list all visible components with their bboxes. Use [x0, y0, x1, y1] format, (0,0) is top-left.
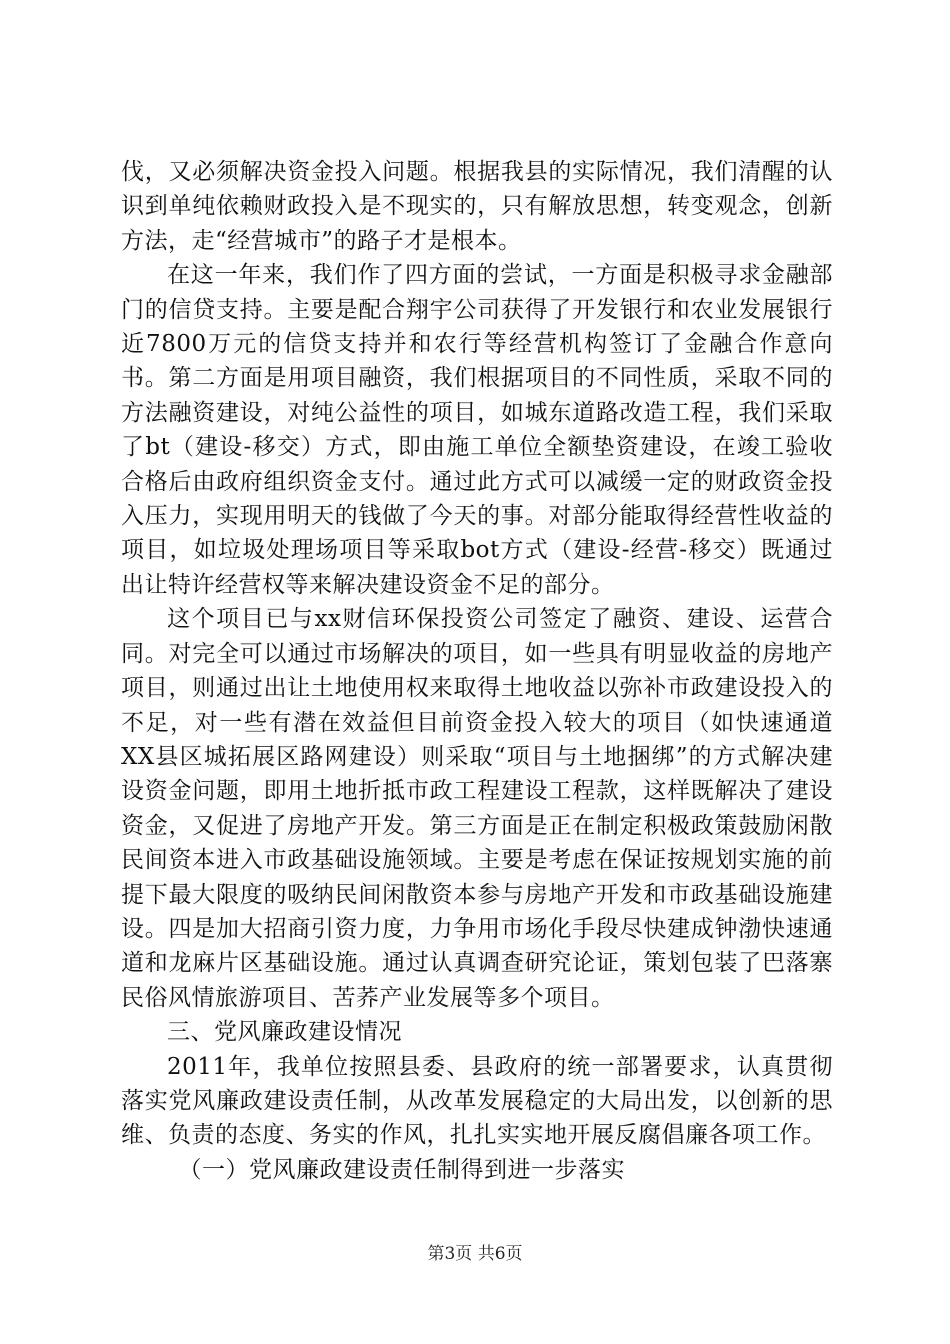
- paragraph-financing-attempts: 在这一年来，我们作了四方面的尝试，一方面是积极寻求金融部门的信贷支持。主要是配合翔宇公司获得了开发银行和农业发展银行近7800万元的信贷支持并和农行等经营机构签订了金融合作意向书。第二方面是用项目融资，我们根据项目的不同性质，采取不同的方法融资建设，对纯公益性的项目，如城东道路改造工程，我们采取了bt（建设-移交）方式，即由施工单位全额垫资建设，在竣工验收合格后由政府组织资金支付。通过此方式可以减缓一定的财政资金投入压力，实现用明天的钱做了今天的事。对部分能取得经营性收益的项目，如垃圾处理场项目等采取bot方式（建设-经营-移交）既通过出让特许经营权等来解决建设资金不足的部分。: [121, 262, 833, 598]
- paragraph-continuation: 伐，又必须解决资金投入问题。根据我县的实际情况，我们清醒的认识到单纯依赖财政投入是不现实的，只有解放思想，转变观念，创新方法，走“经营城市”的路子才是根本。: [121, 159, 833, 254]
- document-body: [121, 155, 833, 1187]
- section-heading-party-conduct: 三、党风廉政建设情况: [167, 1019, 402, 1046]
- page-number-footer: 第3页 共6页: [427, 1244, 523, 1264]
- paragraph-project-contracts: 这个项目已与xx财信环保投资公司签定了融资、建设、运营合同。对完全可以通过市场解决的项目，如一些具有明显收益的房地产项目，则通过出让土地使用权来取得土地收益以弥补市政建设投入的不足，对一些有潜在效益但目前资金投入较大的项目（如快速通道XX县区城拓展区路网建设）则采取“项目与土地捆绑”的方式解决建设资金问题，即用土地折抵市政工程建设工程款，这样既解决了建设资金，又促进了房地产开发。第三方面是正在制定积极政策鼓励闲散民间资本进入市政基础设施领域。主要是考虑在保证按规划实施的前提下最大限度的吸纳民间闲散资本参与房地产开发和市政基础设施建设。四是加大招商引资力度，力争用市场化手段尽快建成钟渤快速通道和龙麻片区基础设施。通过认真调查研究论证，策划包装了巴落寨民俗风情旅游项目、苦荞产业发展等多个项目。: [121, 606, 833, 1011]
- paragraph-2011-summary: 2011年，我单位按照县委、县政府的统一部署要求，认真贯彻落实党风廉政建设责任制，从改革发展稳定的大局出发，以创新的思维、负责的态度、务实的作风，扎扎实实地开展反腐倡廉各项工作。: [121, 1053, 833, 1149]
- subsection-heading-responsibility: （一）党风廉政建设责任制得到进一步落实: [178, 1156, 625, 1183]
